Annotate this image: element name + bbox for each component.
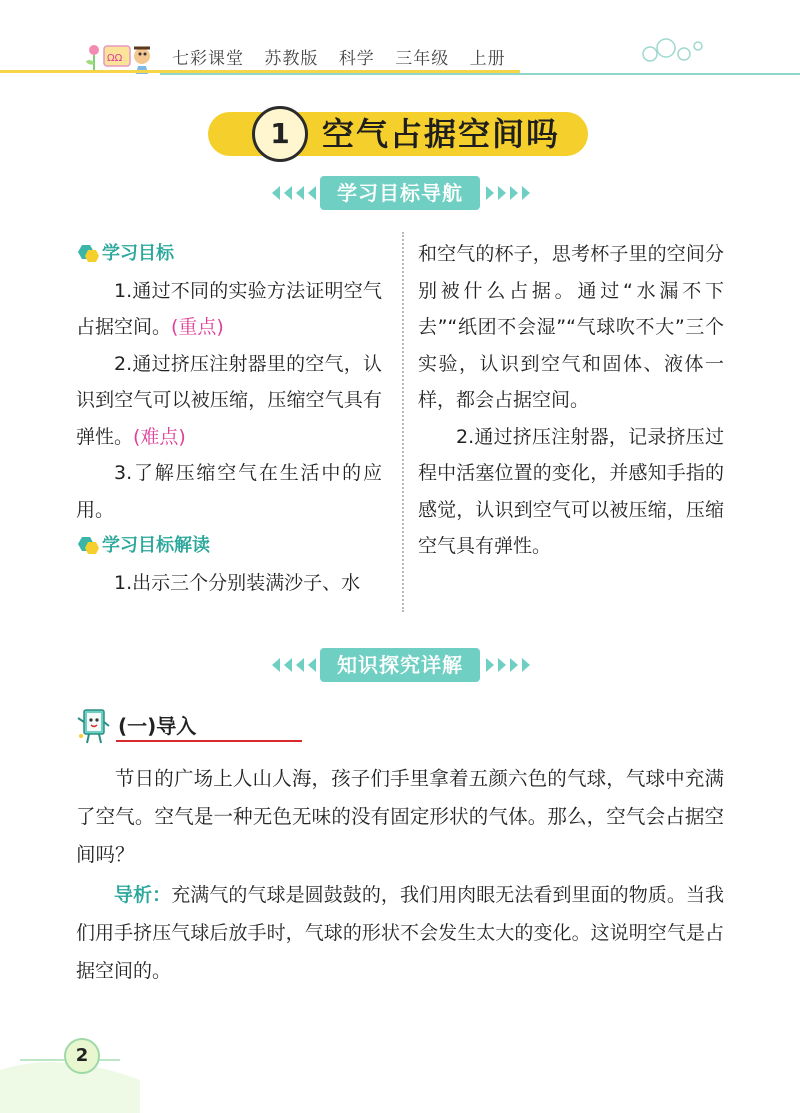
goals-heading-text: 学习目标 [102, 243, 174, 264]
svg-text:ΩΩ: ΩΩ [107, 53, 123, 64]
goals-heading [76, 236, 382, 273]
left-column [76, 236, 382, 601]
page-number: 2 [64, 1038, 100, 1074]
arrows-right-icon [484, 184, 534, 202]
analysis-label: 导析： [114, 884, 172, 906]
goal-item-2: 2.通过挤压注射器里的空气，认识到空气可以被压缩，压缩空气具有弹性。(难点) [76, 352, 382, 448]
bubbles-decoration-icon [640, 36, 710, 66]
footer-wave-decoration [0, 1040, 800, 1113]
interpretation-heading-text: 学习目标解读 [102, 535, 210, 556]
goals-banner-label: 学习目标导航 [320, 176, 480, 210]
right-column [418, 236, 724, 565]
interpretation-item-2: 2.通过挤压注射器，记录挤压过程中活塞位置的变化，并感知手指的感觉，认识到空气可以被压缩，压缩空气具有弹性。 [418, 425, 724, 557]
knowledge-banner [268, 648, 532, 682]
section-intro-heading [76, 706, 236, 746]
goal-item-1: 1.通过不同的实验方法证明空气占据空间。(重点) [76, 279, 382, 338]
section-intro-title: (一)导入 [118, 714, 197, 738]
header-grade: 三年级 [395, 49, 450, 69]
goals-banner [268, 176, 532, 210]
interpretation-item-1-continued: 和空气的杯子，思考杯子里的空间分别被什么占据。通过“水漏不下去”“纸团不会湿”“气球吹不大”三个实验，认识到空气和固体、液体一样，都会占据空间。 [418, 243, 724, 411]
intro-paragraph: 节日的广场上人山人海，孩子们手里拿着五颜六色的气球，气球中充满了空气。空气是一种无色无味的没有固定形状的气体。那么，空气会占据空间吗？ [76, 767, 724, 866]
goal-item-3: 3.了解压缩空气在生活中的应用。 [76, 462, 382, 521]
header-subject: 科学 [338, 49, 375, 69]
analysis-text: 充满气的气球是圆鼓鼓的，我们用肉眼无法看到里面的物质。当我们用手挤压气球后放手时，气球的形状不会发生太大的变化。这说明空气是占据空间的。 [76, 884, 724, 982]
lesson-title: 空气占据空间吗 [322, 115, 561, 153]
knowledge-banner-label: 知识探究详解 [320, 648, 480, 682]
header-series: 七彩课堂 [172, 49, 244, 69]
arrows-left-icon [268, 184, 318, 202]
goal-tag-key: (重点) [171, 316, 224, 338]
header-breadcrumb [172, 44, 520, 69]
analysis-paragraph [76, 876, 724, 990]
interpretation-item-1-start: 1.出示三个分别装满沙子、水 [114, 571, 361, 594]
goal-tag-difficult: (难点) [133, 425, 186, 448]
header-volume: 上册 [469, 49, 506, 69]
page-header [0, 0, 800, 90]
column-divider [402, 232, 404, 612]
header-edition: 苏教版 [264, 49, 319, 69]
page-number-badge [56, 1028, 116, 1088]
header-rule-teal [160, 73, 800, 75]
arrows-left-icon [268, 656, 318, 674]
arrows-right-icon [484, 656, 534, 674]
book-mascot-icon [76, 706, 110, 746]
interpretation-heading [76, 528, 382, 565]
hexagon-icon [76, 244, 100, 264]
hexagon-icon [76, 536, 100, 556]
lesson-number: 1 [252, 106, 308, 162]
section-underline [116, 740, 302, 742]
